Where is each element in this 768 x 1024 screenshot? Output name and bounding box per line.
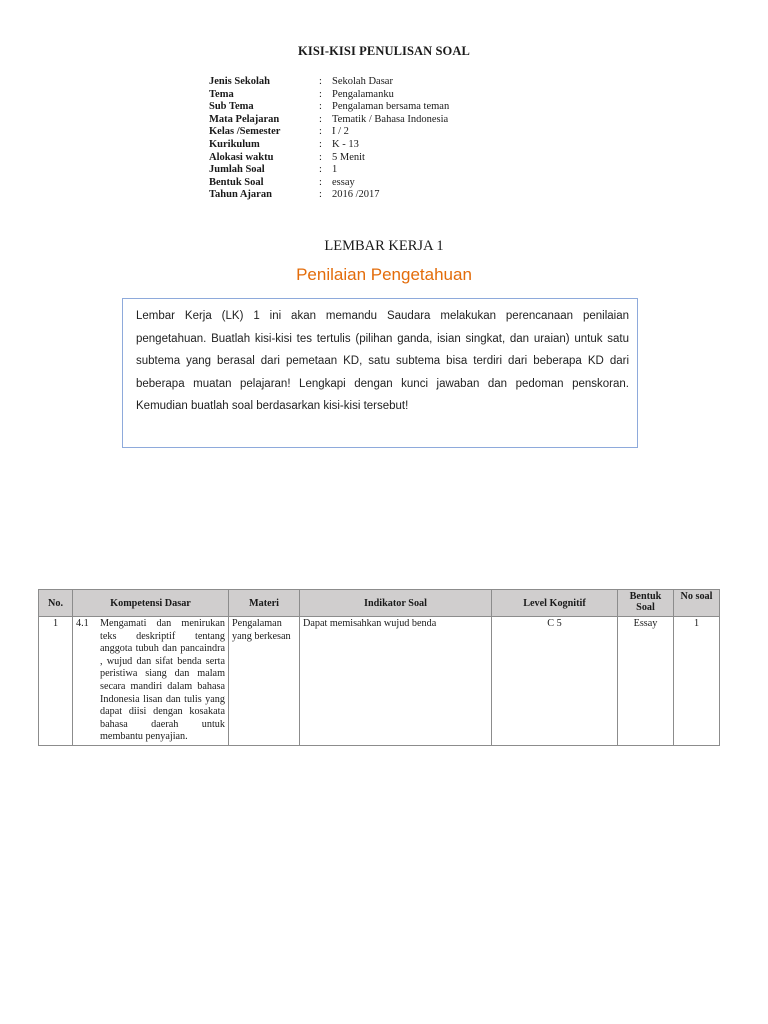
kd-text: Mengamati dan menirukan teks deskriptif tentang anggota tubuh dan pancaindra , wujud dan sifat benda serta peristiwa siang dan malam secara mandiri dalam bahasa Indonesia lisan dan tulis yang dapat diisi dengan kosakata bahasa daerah untuk membantu penyajian. <box>100 618 225 743</box>
info-separator: : <box>319 151 322 163</box>
header-no: No. <box>39 590 73 617</box>
cell-level-kognitif: C 5 <box>492 617 618 746</box>
cell-no-soal: 1 <box>674 617 720 746</box>
kd-number: 4.1 <box>76 618 89 629</box>
info-label: Jumlah Soal <box>209 164 265 176</box>
info-value: 2016 /2017 <box>332 189 380 201</box>
cell-materi: Pengalaman yang berkesan <box>229 617 300 746</box>
instruction-box <box>122 298 638 448</box>
info-label: Bentuk Soal <box>209 176 264 188</box>
cell-indikator-soal: Dapat memisahkan wujud benda <box>300 617 492 746</box>
info-separator: : <box>319 76 322 87</box>
info-row-sub-tema <box>209 101 449 114</box>
info-separator: : <box>319 88 322 100</box>
info-label: Tahun Ajaran <box>209 189 272 201</box>
info-separator: : <box>319 138 322 150</box>
header-indikator-soal: Indikator Soal <box>300 590 492 617</box>
info-label: Mata Pelajaran <box>209 113 280 125</box>
info-label: Jenis Sekolah <box>209 76 270 87</box>
cell-no: 1 <box>39 617 73 746</box>
info-row-tema <box>209 89 449 102</box>
info-value: Tematik / Bahasa Indonesia <box>332 113 449 125</box>
info-row-kurikulum <box>209 139 449 152</box>
lembar-kerja-title: LEMBAR KERJA 1 <box>324 238 444 254</box>
instruction-text: Lembar Kerja (LK) 1 ini akan memandu Saudara melakukan perencanaan penilaian pengetahuan. Buatlah kisi-kisi tes tertulis (pilihan ganda, isian singkat, dan uraian) untuk satu subtema yang berasal dari pemetaan KD, satu subtema bisa terdiri dari beberapa KD dari beberapa muatan pelajaran! Lengkapi dengan kunci jawaban dan pedoman penskoran. Kemudian buatlah soal berdasarkan kisi-kisi tersebut! <box>136 310 629 412</box>
info-label: Alokasi waktu <box>209 151 274 163</box>
info-value: Sekolah Dasar <box>332 76 393 87</box>
info-row-jenis-sekolah <box>209 76 449 89</box>
info-value: 5 Menit <box>332 151 365 163</box>
info-value: Pengalamanku <box>332 88 394 100</box>
info-separator: : <box>319 126 322 138</box>
table-row <box>39 617 720 746</box>
header-bentuk-soal: Bentuk Soal <box>618 590 674 617</box>
info-value: Pengalaman bersama teman <box>332 101 450 113</box>
info-row-kelas-semester <box>209 126 449 139</box>
lembar-kerja-subtitle: Penilaian Pengetahuan <box>296 265 472 284</box>
info-row-bentuk-soal <box>209 177 449 190</box>
info-label: Kelas /Semester <box>209 126 281 138</box>
header-kompetensi-dasar: Kompetensi Dasar <box>73 590 229 617</box>
cell-kompetensi-dasar <box>73 617 229 746</box>
info-label: Tema <box>209 88 234 100</box>
kd-item <box>76 618 225 744</box>
info-label: Kurikulum <box>209 138 260 150</box>
info-separator: : <box>319 113 322 125</box>
kisi-kisi-table <box>38 589 720 746</box>
info-row-mata-pelajaran <box>209 114 449 127</box>
info-value: essay <box>332 176 355 188</box>
info-row-alokasi-waktu <box>209 152 449 165</box>
header-level-kognitif: Level Kognitif <box>492 590 618 617</box>
info-separator: : <box>319 164 322 176</box>
info-value: I / 2 <box>332 126 349 138</box>
info-row-jumlah-soal <box>209 164 449 177</box>
document-title: KISI-KISI PENULISAN SOAL <box>298 44 470 58</box>
info-separator: : <box>319 189 322 201</box>
document-info-table <box>209 76 449 202</box>
table-header-row <box>39 590 720 617</box>
cell-bentuk-soal: Essay <box>618 617 674 746</box>
header-no-soal: No soal <box>674 590 720 617</box>
info-value: 1 <box>332 164 338 176</box>
info-row-tahun-ajaran <box>209 189 449 202</box>
header-materi: Materi <box>229 590 300 617</box>
info-separator: : <box>319 101 322 113</box>
info-label: Sub Tema <box>209 101 254 113</box>
info-separator: : <box>319 176 322 188</box>
info-value: K - 13 <box>332 138 359 150</box>
